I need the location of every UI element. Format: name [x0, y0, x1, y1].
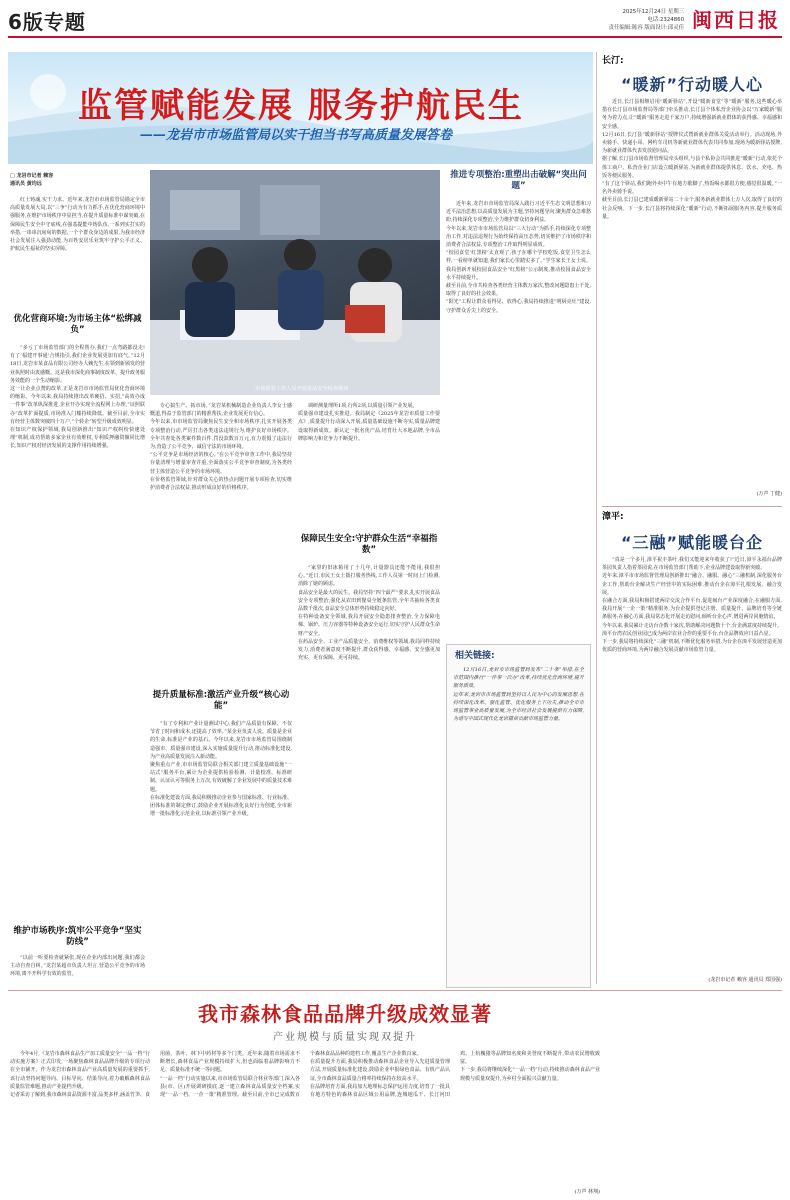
- section-text-quality-standard: “有了专利和产业计量测试中心,我们产品质量有保障、不仅节省了时间和成本,还提高了效率。”某企业负责人说。质量是企业的生命,标准是产业的基石。今年以来,龙岩市市场监管局围绕制造强市、质量强市建设,深入实施质量提升行动,推动标准化建设,为产业高质量发展注入新动能。 聚焦重点产业,市市场监管局联合相关部门建立质量基础设施“一站式”服务平台,累计为企业提供检验检测、计量校准、标准研制、认证认可等服务上万次,有效破解了企业发展中的质量技术难题。 在标准化建设方面,我局积极推动企业参与国家标准、行业标准、团体标准的制定修订,鼓励企业开展标准化良好行为创建,全市新增一批标准化示范企业,以标准引领产业升级。: [150, 721, 292, 818]
- right-divider: [602, 506, 782, 507]
- byline: □ 龙岩市记者 赖容 通讯员 黄均远: [10, 173, 54, 188]
- title-warm-new: “暖新”行动暖人心: [620, 75, 764, 94]
- section-title-livelihood: 保障民生安全:守护群众生活“幸福指数”: [300, 534, 438, 555]
- column-divider: [596, 52, 597, 984]
- photo-caption: 市场监管工作人员开展食品安全检查现场: [255, 386, 349, 392]
- newspaper-logo: 闽西日报: [692, 8, 780, 32]
- bottom-story-subtitle: 产业规模与质量实现双提升: [273, 1032, 417, 1043]
- section-text-livelihood: “家里的旧冰箱用了十几年,计量器具还能不能用,我很担心。”近日,市民王女士拨打服务热线,工作人员第一时间上门检测,消除了她的顾虑。 食品安全是最大的民生。我局坚持“四个最严”要求,扎实开展食品安全专项整治,强化从农田到餐桌全链条监管,全年共抽检各类食品数千批次,食品安全总体形势持续稳定向好。 在特种设备安全领域,我局开展安全隐患排查整治,全力保障电梯、锅炉、压力容器等特种设备安全运行,切实守护人民群众生命财产安全。 在药品安全、工业产品质量安全、消费维权等领域,我局同样持续发力,消费者满意度不断提升,群众获得感、幸福感、安全感更加充实、更有保障、更可持续。: [298, 565, 440, 662]
- header-info: [602, 8, 684, 32]
- region-zhangping: 漳平:: [602, 512, 624, 522]
- byline-warm-new: (万声 丁健): [756, 491, 782, 497]
- bottom-rule: [8, 990, 782, 991]
- section-title-market-order: 维护市场秩序:筑牢公平竞争“坚实防线”: [13, 926, 142, 947]
- related-links-text: 12月16日,龙岩市市场监管局发布“二十条”举措,在全市范围内推行“一件事一次办”改革,持续优化营商环境,提升服务质效。 近年来,龙岩市市场监管局坚持以人民为中心的发展思想,在持续深化改革、强化监管、优化服务上下功夫,推动全市市场监管事业高质量发展,为全市经济社会发展提供有力保障,为谱写中国式现代化龙岩篇章贡献市场监管力量。: [453, 667, 584, 723]
- page-label: 6版专题: [8, 10, 86, 34]
- region-changting: 长汀:: [602, 56, 624, 66]
- header-rule: [8, 36, 782, 38]
- related-links-box: [446, 644, 591, 988]
- issue-date: 2025年12月24日 星期三: [622, 9, 684, 15]
- byline-three-integration: (龙岩市记者 赖容 通讯员 郑国强): [708, 977, 782, 983]
- section-title-quality-standard: 提升质量标准:激活产业升级“核心动能”: [152, 690, 290, 711]
- inspection-photo: [150, 170, 440, 395]
- banner-subtitle: ——龙岩市市场监管局以实干担当书写高质量发展答卷: [140, 128, 453, 143]
- bottom-story-title: 我市森林食品品牌升级成效显著: [198, 1002, 492, 1026]
- text-warm-new: 近日,长汀县相继启用“暖新驿站”,开设“暖新食堂”等“暖新”服务,这些暖心举措在长汀县市场监督局等部门牵头推动,长汀县个体私营企业协会以“万家暖新”服务为着力点,让“暖新”服务走进千家万户,持续增强新就业群体的获得感、幸福感和安全感。 12月16日,长汀县“暖新驿站”授牌仪式暨新就业群体关爱活动举行。活动现场,外卖骑手、快递小哥、网约车司机等新就业群体代表共同参加,现场为暖新驿站授牌,为新就业群体代表发放慰问品。 据了解,长汀县市场监督管理局牵头组织,与县个私协会共同推进“暖新”行动,依托个体工商户、私营企业门店设立暖新驿站,为新就业群体提供休息、饮水、充电、热饭等便民服务。 “有了这个驿站,我们跑外卖中午有地方歇脚了,热饭喝水都很方便,感觉很温暖。”一名外卖骑手说。 截至目前,长汀县已建成暖新驿站二十余个,服务新就业群体上万人次,取得了良好的社会反响。下一步,长汀县将持续深化“暖新”行动,不断拓展服务内容,提升服务质量。: [602, 99, 782, 220]
- photo-scene-icon: [150, 170, 440, 395]
- bottom-story-text: 今年4月,《龙岩市森林食品生产加工质量安全“一品一档”行动实施方案》正式印发,一场聚焦森林食品品牌升级的专项行动在全市铺开。作为龙岩市森林食品产业高质量发展的重要抓手,该行动坚持问题导向、目标导向、结果导向,着力破解森林食品质量监管难题,推动产业提档升级。 记者采访了解到,我市森林食品资源丰富,品类多样,涵盖竹笋、食用菌、茶叶、林下中药材等多个门类。近年来,随着市场需求不断增长,森林食品产业规模持续扩大,但也面临着品牌影响力不足、质量标准不统一等问题。 “一品一档”行动实施以来,市市场监管局联合林业等部门,深入各县(市、区)开展调研摸底,逐一建立森林食品质量安全档案,实现“一品一档、一企一策”精准管理。截至目前,全市已完成数百个森林食品品种的建档工作,覆盖生产企业数百家。 在质量提升方面,我局积极推动森林食品企业导入先进质量管理方法,开展质量标准化建设,鼓励企业申报绿色食品、有机产品认证,全市森林食品质量合格率持续保持在较高水平。 在品牌培育方面,我局加大地理标志保护运用力度,培育了一批具有地方特色的森林食品区域公用品牌,连城地瓜干、长汀河田鸡、上杭槐猪等品牌知名度和美誉度不断提升,带动农民增收致富。 下一步,我局将继续深化“一品一档”行动,持续推动森林食品产业规模与质量双提升,为乡村全面振兴贡献力量。: [10, 1051, 600, 1099]
- section-title-special-rectification: 推进专项整治:重塑出击破解“突出问题”: [450, 170, 587, 191]
- text-three-integration: “真是一个多月,漳平祝丰茶叶,我们又能迎来年收获了!”近日,漳平永福台品牌茶园负责人指着茶园说,在市场监管部门帮助下,企业品牌建设取得新突破。 近年来,漳平市市场监督管理局创新推出“融合、融服、融心”三融机制,深化服务台企工作,帮助台企解决生产经营中的实际困难,推动台企在漳平扎根发展、融合发展。 在融合方面,我局积极搭建两岸交流合作平台,促进闽台产业深度融合;在融服方面,我局开展“一企一策”精准服务,为台企提供登记注册、质量提升、品牌培育等全链条服务;在融心方面,我局常态化开展走访慰问,倾听台企心声,增进两岸同胞情谊。 今年以来,我局累计走访台企数十家次,帮助解决问题数十个,台企满意度持续提升。漳平台湾农民创业园已成为两岸农业合作的重要平台,台企品牌效应日益凸显。 下一步,我局将持续深化“三融”机制,不断优化服务举措,为台企在漳平发展营造更加优质的营商环境,为两岸融合发展贡献市场监管力量。: [602, 557, 782, 654]
- editors: 责任编辑:陈容 版面设计:邱灵佳: [608, 25, 684, 31]
- section-title-business-environment: 优化营商环境:为市场主体“松绑减负”: [13, 314, 142, 335]
- column2-text: 专心搞生产、拓市场。”龙岩某机械制造企业负责人李女士感慨道,得益于监管部门的精准帮扶,企业发展更有信心。 今年以来,市市场监管局聚焦民生安全和市场秩序,扎实开展各类专项整治行动,严厉打击各类违法违规行为,维护良好市场秩序。全年共查处各类案件数百件,罚没款数百万元,有力震慑了违法行为,营造了公平竞争、诚信守法的市场环境。 “公平竞争是市场经济的核心。”在公平竞争审查工作中,我局坚持存量清理与增量审查并重,全面落实公平竞争审查制度,为各类经营主体营造公平竞争的市场环境。 在价格监管领域,针对群众关心的热点问题开展专项检查,切实维护消费者合法权益,推动形成良好的价格秩序。: [150, 403, 292, 492]
- phone: 电话:2324860: [647, 17, 684, 23]
- intro-paragraph: 红土铸魂,实干力求。近年来,龙岩市市场监管局锚定全市高质量发展大局,以“三争”行动为有力抓手,在优化营商环境中强服务,在维护市场秩序中显担当,在提升质量标准中谋突破,在保障民生安全中守底线,在强基提能中铸队伍,一系列实打实的举措,一串串沉甸甸的数据,一个个群众身边的成果,为我市经济社会发展注入强劲动能,为百姓安居乐业筑牢守护公平正义、护航民生福祉的坚实屏障。: [10, 197, 145, 253]
- section-text-business-environment: “多亏了市场监管部门的全程帮办,我们一点弯路都没走!有了‘福建开事通’合规指引,我们企业发展更加有底气。”12月18日,龙岩市某食品有限公司经办人赖先生,在领到新颁发的营业执照时由衷感慨。这是我市深化商事制度改革、提升政务服务效能的一个生动缩影。 这一让企业点赞的改革,正是龙岩市市场监管局优化营商环境的缩影。今年以来,我局持续推出改革硬招、实招,“高效办成一件事”改革纵深推进,企业开办实现全流程网上办理,“证照联办”改革扩面提质,市场准入门槛持续降低。截至目前,全市实有经营主体数突破四十万户,“个转企”转型升级成效明显。 在知识产权保护领域,我局创新推出“知识产权纠纷快速处理”机制,成功帮助多家企业有效维权,专利质押融资额同比增长,知识产权对经济发展的支撑作用持续增强。: [10, 345, 145, 450]
- section-text-market-order: “以前一听要检查就紧张,现在企业内部出问题,我们都会主动自查自纠。”龙岩某超市负责人坦言,营造公平竞争的市场环境,离不开科学有效的监管。: [10, 955, 145, 978]
- column3-top-text: 调研测量理所1项,行所2项,以质量引领产业发展。 质量强市建设扎实推进。我局制定《2025年龙岩市质量工作要点》,质量提升行动深入开展,质量基础设施不断夯实,质量品牌建设取得新成效。新认定一批名优产品,培育壮大本地品牌,全市品牌影响力和竞争力不断提升。: [298, 403, 440, 442]
- title-three-integration: “三融”赋能暖台企: [620, 533, 764, 552]
- bottom-story-byline: (万声 林翔): [574, 1189, 600, 1195]
- section-text-special-rectification: 近年来,龙岩市市场监管局深入践行习近平生态文明思想和习近平法治思想,以高质量发展为主题,坚持问题导向,聚焦群众急难愁盼,持续深化专项整治,全力维护群众切身利益。 今年以来,龙岩市市场监管局以“三大行动”为抓手,持续深化专项整治工作,对违法违规行为始终保持高压态势,切实维护了市场秩序和消费者合法权益,专项整治工作取得明显成效。 “校园食堂‘红黑榜’太直观了,孩子在哪个学校吃饭,食堂卫生怎么样,一看榜单就知道,我们家长心里踏实多了。”学生家长王女士说。我局创新开展校园食品安全“红黑榜”公示制度,推动校园食品安全水平持续提升。 截至目前,全市共检查各类经营主体数万家次,整改问题隐患上千处,取得了良好的社会效果。 “阳光”工程让群众看得见、放得心,我局持续推进“明厨亮灶”建设,守护群众舌尖上的安全。: [446, 201, 591, 314]
- related-links-title: 相关链接:: [455, 651, 495, 661]
- banner-title: 监管赋能发展 服务护航民生: [78, 86, 524, 126]
